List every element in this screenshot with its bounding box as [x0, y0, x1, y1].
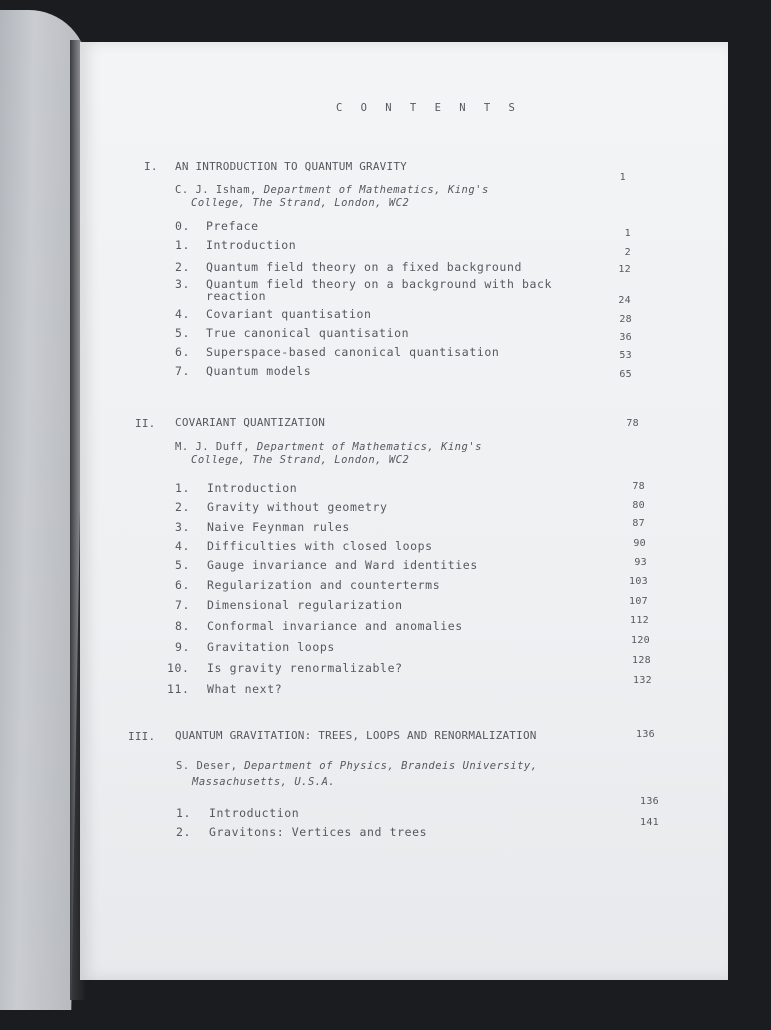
toc-item-page: 2 — [624, 247, 631, 258]
toc-item-page: 53 — [619, 350, 632, 361]
toc-item-label: Preface — [206, 219, 259, 233]
author-line — [175, 184, 489, 196]
toc-item-label: Quantum models — [206, 364, 312, 378]
toc-item-label: Difficulties with closed loops — [207, 539, 433, 553]
toc-item-label: What next? — [207, 682, 283, 696]
section-page-number: 78 — [626, 418, 639, 429]
author-name: S. Deser, — [176, 760, 245, 772]
toc-item-label: True canonical quantisation — [206, 326, 410, 340]
section-number: III. — [128, 730, 156, 743]
section-number: I. — [144, 160, 158, 173]
toc-item-number: 4. — [175, 307, 191, 321]
toc-item-page: 12 — [618, 264, 631, 275]
toc-item-label: Covariant quantisation — [206, 307, 372, 321]
toc-item-number: 7. — [175, 598, 191, 612]
author-name: C. J. Isham, — [175, 184, 264, 196]
toc-item-number: 3. — [175, 277, 191, 291]
toc-item-number: 1. — [176, 806, 192, 820]
toc-item-label: Introduction — [209, 806, 300, 820]
section-number: II. — [135, 417, 156, 430]
toc-item-label: Introduction — [207, 481, 298, 495]
section-title: AN INTRODUCTION TO QUANTUM GRAVITY — [175, 160, 407, 173]
toc-item-page: 87 — [632, 518, 645, 529]
author-line — [176, 760, 538, 772]
toc-item-number: 0. — [175, 219, 191, 233]
toc-item-page: 78 — [632, 481, 645, 492]
toc-item-label: Quantum field theory on a fixed background — [206, 260, 522, 274]
section-title: QUANTUM GRAVITATION: TREES, LOOPS AND RENORMALIZATION — [175, 729, 537, 742]
toc-item-page: 28 — [619, 314, 632, 325]
toc-item-page: 65 — [619, 369, 632, 380]
author-line-2: College, The Strand, London, WC2 — [191, 454, 410, 466]
author-line-2: College, The Strand, London, WC2 — [191, 197, 410, 209]
toc-item-number: 9. — [175, 640, 191, 654]
author-line — [175, 441, 482, 453]
toc-item-number: 2. — [176, 825, 192, 839]
toc-item-label: Is gravity renormalizable? — [207, 661, 403, 675]
toc-item-page: 103 — [629, 576, 648, 587]
toc-item-page: 36 — [619, 332, 632, 343]
toc-item-label: Regularization and counterterms — [207, 578, 441, 592]
toc-item-number: 8. — [175, 619, 191, 633]
toc-item-number: 1. — [175, 481, 191, 495]
toc-item-number: 5. — [175, 326, 191, 340]
toc-item-number: 4. — [175, 539, 191, 553]
toc-item-number: 2. — [175, 260, 191, 274]
toc-item-label: Quantum field theory on a background with back — [206, 277, 553, 291]
toc-item-page: 141 — [640, 817, 659, 828]
toc-item-label: Gravity without geometry — [207, 500, 388, 514]
toc-item-page: 136 — [640, 796, 659, 807]
toc-item-label-continued: reaction — [206, 289, 267, 303]
toc-item-label: Introduction — [206, 238, 297, 252]
section-page-number: 1 — [619, 172, 626, 183]
author-affiliation: Department of Physics, Brandeis University, — [244, 760, 538, 772]
toc-item-page: 24 — [618, 295, 631, 306]
toc-item-number: 1. — [175, 238, 191, 252]
toc-item-label: Naive Feynman rules — [207, 520, 350, 534]
contents-page — [80, 42, 728, 980]
toc-item-page: 80 — [632, 500, 645, 511]
toc-item-page: 1 — [624, 228, 631, 239]
author-affiliation: Department of Mathematics, King's — [256, 441, 482, 453]
page-title: C O N T E N T S — [336, 102, 521, 114]
toc-item-label: Superspace-based canonical quantisation — [206, 345, 500, 359]
toc-item-page: 128 — [632, 655, 651, 666]
toc-item-number: 3. — [175, 520, 191, 534]
toc-item-page: 120 — [631, 635, 650, 646]
toc-item-label: Gravitons: Vertices and trees — [209, 825, 428, 839]
section-page-number: 136 — [636, 729, 655, 740]
toc-item-label: Gravitation loops — [207, 640, 335, 654]
toc-item-number: 7. — [175, 364, 191, 378]
author-name: M. J. Duff, — [175, 441, 257, 453]
toc-item-page: 93 — [634, 557, 647, 568]
toc-item-page: 132 — [633, 675, 652, 686]
toc-item-page: 107 — [629, 596, 648, 607]
author-affiliation: Department of Mathematics, King's — [263, 184, 489, 196]
toc-item-number: 2. — [175, 500, 191, 514]
toc-item-label: Conformal invariance and anomalies — [207, 619, 463, 633]
author-line-2: Massachusetts, U.S.A. — [192, 776, 336, 788]
toc-item-number: 6. — [175, 578, 191, 592]
toc-item-number: 10. — [167, 661, 190, 675]
toc-item-number: 5. — [175, 558, 191, 572]
toc-item-number: 11. — [167, 682, 190, 696]
section-title: COVARIANT QUANTIZATION — [175, 416, 326, 429]
toc-item-page: 112 — [630, 615, 649, 626]
toc-item-label: Gauge invariance and Ward identities — [207, 558, 478, 572]
toc-item-page: 90 — [633, 538, 646, 549]
toc-item-number: 6. — [175, 345, 191, 359]
toc-item-label: Dimensional regularization — [207, 598, 403, 612]
